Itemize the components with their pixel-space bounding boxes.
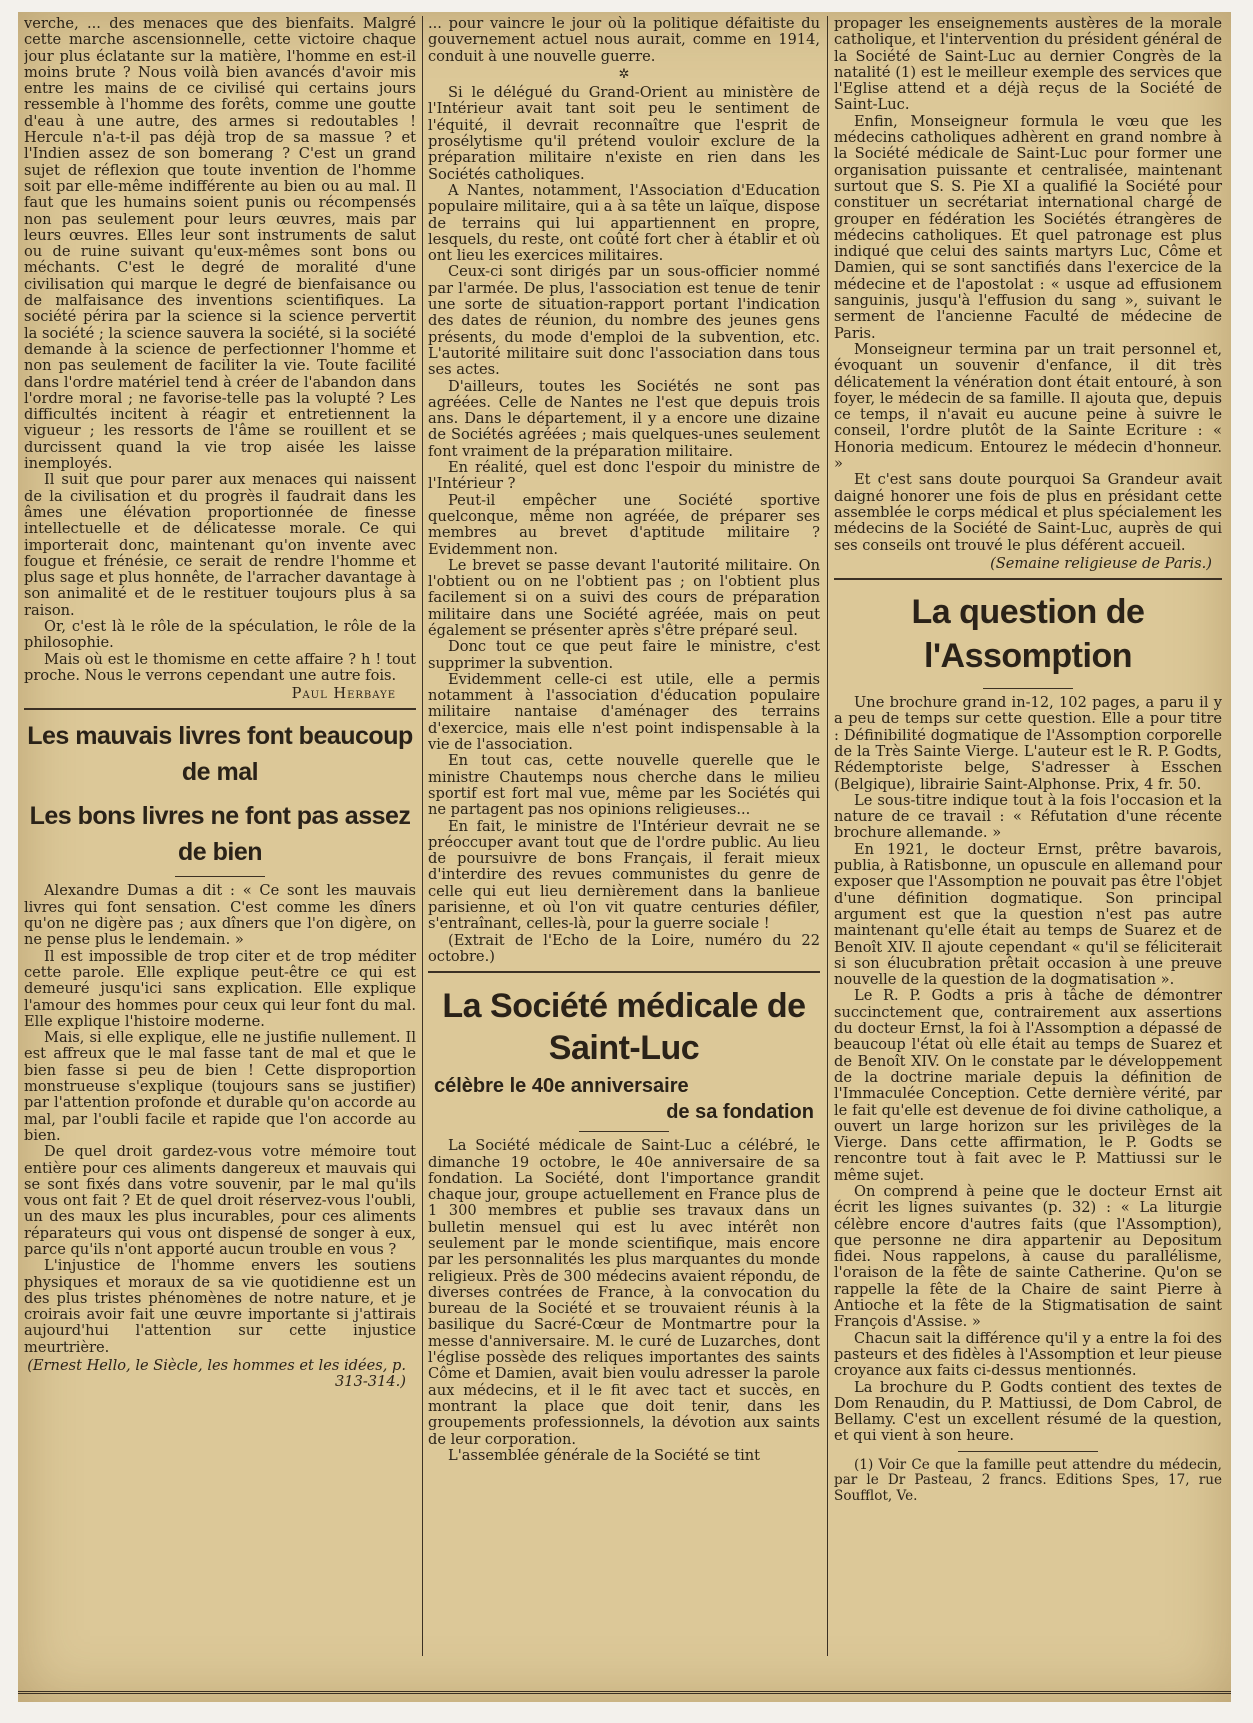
intro-paragraph: verche, ... des menaces que des bienfaits. Malgré cette marche ascensionnelle, cette victoire chaque jour plus éclatante sur la matière, l'homme en est-il moins brute ? Nous voilà bien avancés d'avoir mis entre les mains de ce civilisé qui certains jours ressemble à l'homme des forêts, comme une goutte d'eau à une autre, des armes si redoutables ! Hercule n'a-t-il pas déjà trop de sa massue ? et l'Indien assez de son bomerang ? C'est un grand sujet de réflexion que toute invention de l'homme soit par elle-même indifférente au bien ou au mal. Il faut que les humains soient punis ou récompensés non pas seulement pour leurs œuvres, mais par leurs œuvres. Elles leur sont instruments de salut ou de ruine suivant qu'eux-mêmes sont bons ou méchants. C'est le degré de moralité d'une civilisation qui marque le degré de bienfaisance ou de malfaisance des inventions scientifiques. La société périra par la science si la science pervertit la société ; la science sauvera la société, si la société demande à la science de perfectionner l'homme et non pas seulement de faciliter la vie. Toute facilité dans l'ordre matériel tend à créer de l'abandon dans l'ordre moral ; ne favorise-telle pas la volupté ? Les difficultés incitent à réagir et entretiennent la vigueur ; les ressorts de l'âme se rouillent et se durcissent quand la vie trop aisée les laisse inemployés.	[24, 16, 416, 473]
article-paragraph: Et c'est sans doute pourquoi Sa Grandeur avait daigné honorer une fois de plus en présidant cette assemblée le corps médical et plus spécialement les médecins de la Société de Saint-Luc, auprès de qui ses conseils ont trouvé le plus déférent accueil.	[834, 471, 1222, 554]
section-divider	[24, 708, 416, 710]
headline-societe-saint-luc: La Société médicale de Saint-Luc	[442, 987, 806, 1068]
article-source: (Extrait de l'Echo de la Loire, numéro du 22 octobre.)	[428, 931, 820, 965]
headline-divider	[175, 876, 265, 877]
article-paragraph: La brochure du P. Godts contient des textes de Dom Renaudin, du P. Mattiussi, de Dom Cabrol, de Bellamy. C'est un excellent résumé de la question, et qui vient à son heure.	[834, 1378, 1222, 1445]
intro-paragraph: Mais où est le thomisme en cette affaire ? h ! tout proche. Nous le verrons cependant une autre fois.	[24, 650, 416, 684]
column-2	[428, 16, 820, 1666]
article-paragraph: On comprend à peine que le docteur Ernst ait écrit les lignes suivantes (p. 32) : « La liturgie célèbre encore d'autres faits (que l'Assomption), que personne ne dira appartenir au Depositum fidei. Nous rappelons, à cause du parallélisme, l'oraison de la fête de sainte Catherine. Qu'on se rappelle la fête de la Chaire de saint Pierre à Antioche et la fête de la Stigmatisation de saint François d'Assise. »	[834, 1183, 1222, 1331]
article-paragraph: Le sous-titre indique tout à la fois l'occasion et la nature de ce travail : « Réfutation d'une récente brochure allemande. »	[834, 791, 1222, 842]
article-paragraph: L'injustice de l'homme envers les soutiens physiques et moraux de sa vie quotidienne est un des plus tristes phénomènes de notre nature, et je croirais avoir fait une œuvre importante si j'attirais aujourd'hui l'attention sur cette injustice meurtrière.	[24, 1257, 416, 1356]
headline-divider	[983, 688, 1073, 689]
article-paragraph: De quel droit gardez-vous votre mémoire tout entière pour ces aliments dangereux et mauvais qui se sont fixés dans votre souvenir, par le mal qu'ils vous ont fait ? Et de quel droit réservez-vous l'oubli, un des maux les plus incurables, pour ces aliments réparateurs qui vous ont dispensé de songer à eux, parce qu'ils n'ont apporté aucun trouble en vous ?	[24, 1143, 416, 1258]
headline-mauvais-livres-line2: Les bons livres ne font pas assez de bien	[29, 802, 411, 867]
article-paragraph: Il est impossible de trop citer et de trop méditer cette parole. Elle explique peut-être ce qui est demeuré jusqu'ici sans explication. Elle explique l'amour des hommes pour ceux qui leur font du mal. Elle explique l'histoire moderne.	[24, 947, 416, 1030]
article-paragraph: L'assemblée générale de la Société se tint	[448, 1446, 760, 1464]
ornament-star: ✲	[618, 66, 630, 82]
article-source: (Ernest Hello, le Siècle, les hommes et les idées, p. 313-314.)	[27, 1357, 406, 1391]
article-paragraph: En réalité, quel est donc l'espoir du ministre de l'Intérieur ?	[428, 459, 820, 493]
article-source: (Semaine religieuse de Paris.)	[990, 554, 1212, 572]
section-divider	[834, 578, 1222, 580]
article-paragraph: Peut-il empêcher une Société sportive quelconque, même non agréée, de préparer ses membres au brevet d'aptitude militaire ? Evidemment non.	[428, 491, 820, 558]
intro-paragraph: Il suit que pour parer aux menaces qui naissent de la civilisation et du progrès il faudrait dans les âmes une élévation proportionnée de finesse intellectuelle et de délicatesse morale. Ce qui importerait donc, maintenant qu'on invente avec fougue et frénésie, ce serait de rendre l'homme et plus sage et plus honnête, de l'arracher davantage à son animalité et de le restituer toujours plus à sa raison.	[24, 471, 416, 619]
article-paragraph: En tout cas, cette nouvelle querelle que le ministre Chautemps nous cherche dans le milieu sportif est fort mal vue, même par les Sociétés qui ne partagent pas nos opinions religieuses...	[428, 752, 820, 819]
article-paragraph: En 1921, le docteur Ernst, prêtre bavarois, publia, à Ratisbonne, un opuscule en allemand pour exposer que l'Assomption ne pouvait pas être l'objet d'une définition dogmatique. Son principal argument est que la question n'est pas autre maintenant qu'elle était au temps de Suarez et de Benoît XIV. Il ajoute cependant « qu'il se féliciterait si son élucubration prêtait occasion à une preuve nouvelle de la question de la dogmatisation ».	[834, 840, 1222, 989]
column-3	[834, 16, 1222, 1666]
article-paragraph: Monseigneur termina par un trait personnel et, évoquant un souvenir d'enfance, il dit très délicatement la vénération dont était entouré, à son foyer, le médecin de sa famille. Il ajouta que, depuis ce temps, il n'avait eu aucune peine à suivre le conseil, l'ordre plutôt de la Sainte Ecriture : « Honoria medicum. Entourez le médecin d'honneur. »	[834, 340, 1222, 473]
column-1	[24, 16, 416, 1666]
newspaper-clipping	[18, 12, 1231, 1702]
subheadline-line2: de sa fondation	[666, 1101, 814, 1124]
article-paragraph: A Nantes, notamment, l'Association d'Education populaire militaire, qui a à sa tête un laïque, dispose de terrains qui lui appartiennent en propre, lesquels, du reste, ont coûté fort cher à établir et où ont lieu les exercices militaires.	[428, 181, 820, 265]
footnote-divider	[958, 1451, 1098, 1452]
column-rule	[827, 16, 828, 1656]
column-rule	[422, 16, 423, 1656]
article-paragraph: Le brevet se passe devant l'autorité militaire. On l'obtient ou on ne l'obtient pas ; on l'obtient plus facilement si on a suivi des cours de préparation militaire dans une Société agréée, mais on peut également se présenter après s'être préparé seul.	[428, 556, 820, 639]
bottom-border-rule	[18, 1691, 1231, 1694]
article-paragraph: La Société médicale de Saint-Luc a célébré, le dimanche 19 octobre, le 40e anniversaire de sa fondation. La Société, dont l'importance grandit chaque jour, groupe actuellement en France plus de 1 300 membres et publie ses travaux dans un bulletin mensuel qui est lu avec intérêt non seulement par le monde scientifique, mais encore par les personnalités les plus marquantes du monde religieux. Près de 300 médecins avaient répondu, de diverses contrées de France, à la convocation du bureau de la Société et se trouvaient réunis à la basilique du Sacré-Cœur de Montmartre pour la messe d'anniversaire. M. le curé de Luzarches, dont l'église possède des reliques importantes des saints Côme et Damien, avait bien voulu adresser la parole aux médecins, et il le fit avec tact et succès, en montrant la place que doit tenir, dans les groupements professionnels, la dévotion aux saints de leur corporation.	[428, 1137, 820, 1448]
article-paragraph: Ceux-ci sont dirigés par un sous-officier nommé par l'armée. De plus, l'association est tenue de tenir une sorte de situation-rapport portant l'indication des dates de réunion, du nombre des jeunes gens présents, du mode d'emploi de la subvention, etc. L'autorité militaire suit donc l'association dans tous ses actes.	[428, 263, 820, 379]
article-paragraph: Alexandre Dumas a dit : « Ce sont les mauvais livres qui font sensation. C'est comme les dîners qu'on ne digère pas ; aux dîners que l'on digère, on ne pense plus le lendemain. »	[24, 882, 416, 949]
article-paragraph: Le R. P. Godts a pris à tâche de démontrer succinctement que, contrairement aux assertions du docteur Ernst, la foi à l'Assomption a dépassé de beaucoup l'état où elle était au temps de Suarez et de Benoît XIV. On le constate par le développement de la doctrine mariale depuis la définition de l'Immaculée Conception. Cette dernière vérité, par le fait qu'elle est devenue de foi divine catholique, a ouvert un large horizon sur les privilèges de la Vierge. Dans cette affirmation, le P. Godts se rencontre tout à fait avec le P. Mattiussi sur le même sujet.	[834, 987, 1222, 1184]
article-paragraph: En fait, le ministre de l'Intérieur devrait ne se préoccuper avant tout que de l'ordre public. Au lieu de poursuivre de bons Français, il ferait mieux d'interdire des revues communistes du genre de celle qui eut lieu dernièrement dans la banlieue parisienne, et où l'on vit quatre centuries défiler, s'entraînant, celles-là, pour la guerre sociale !	[428, 817, 820, 933]
headline-question-assomption: La question de l'Assomption	[911, 593, 1145, 676]
intro-paragraph: Or, c'est là le rôle de la spéculation, le rôle de la philosophie.	[24, 617, 416, 652]
footnote: (1) Voir Ce que la famille peut attendre du médecin, par le Dr Pasteau, 2 francs. Editions Spes, 17, rue Soufflot, Ve.	[834, 1456, 1222, 1504]
headline-divider	[579, 1131, 669, 1132]
continued-paragraph: ... pour vaincre le jour où la politique défaitiste du gouvernement actuel nous aurait, comme en 1914, conduit à une nouvelle guerre.	[428, 16, 820, 65]
section-divider	[428, 971, 820, 973]
headline-mauvais-livres-line1: Les mauvais livres font beaucoup de mal	[27, 722, 413, 787]
article-paragraph: Chacun sait la différence qu'il y a entre la foi des pasteurs et des fidèles à l'Assomption et leur pieuse croyance aux faits ci-dessus mentionnés.	[834, 1329, 1222, 1380]
article-paragraph: Une brochure grand in-12, 102 pages, a paru il y a peu de temps sur cette question. Elle a pour titre : Définibilité dogmatique de l'Assomption corporelle de la Très Sainte Vierge. L'auteur est le R. P. Godts, Rédemptoriste belge, S'adresser à Esschen (Belgique), librairie Saint-Alphonse. Prix, 4 fr. 50.	[834, 694, 1222, 793]
subheadline-line1: célèbre le 40e anniversaire	[434, 1075, 689, 1098]
article-paragraph: Si le délégué du Grand-Orient au ministère de l'Intérieur avait tant soit peu le sentiment de l'équité, il devrait reconnaître que l'esprit de prosélytisme qu'il prétend vouloir exclure de la préparation militaire n'existe en rien dans les Sociétés catholiques.	[428, 84, 820, 183]
continued-paragraph: propager les enseignements austères de la morale catholique, et l'intervention du président général de la Société de Saint-Luc au dernier Congrès de la natalité (1) est le meilleur exemple des services que l'Eglise attend et a déjà reçus de la Société de Saint-Luc.	[834, 16, 1222, 114]
article-paragraph: Enfin, Monseigneur formula le vœu que les médecins catholiques adhèrent en grand nombre à la Société médicale de Saint-Luc pour former une organisation puissante et centralisée, maintenant surtout que S. S. Pie XI a qualifié la Société pour constituer un secrétariat international chargé de grouper en fédération les Sociétés étrangères de médecins catholiques. Et quel patronage est plus indiqué que celui des saints martyrs Luc, Côme et Damien, qui se sont sanctifiés dans l'exercice de la médecine et de l'apostolat : « usque ad effusionem sanguinis, jusqu'à l'effusion du sang », suivant le serment de l'ancienne Faculté de médecine de Paris.	[834, 112, 1222, 342]
article-paragraph: Evidemment celle-ci est utile, elle a permis notamment à l'association d'éducation populaire militaire nantaise d'aménager des terrains d'exercice, mais elle n'est point indispensable à la vie de l'association.	[428, 670, 820, 754]
article-paragraph: Mais, si elle explique, elle ne justifie nullement. Il est affreux que le mal fasse tant de mal et que le bien fasse si peu de bien ! Cette disproportion monstrueuse s'explique (toujours sans se justifier) par l'attention profonde et durable qu'on accorde au mal, par l'oubli facile et rapide que l'on accorde au bien.	[24, 1029, 416, 1144]
article-paragraph: Donc tout ce que peut faire le ministre, c'est supprimer la subvention.	[428, 638, 820, 672]
author-signature: Paul Herbaye	[291, 685, 396, 703]
article-paragraph: D'ailleurs, toutes les Sociétés ne sont pas agréées. Celle de Nantes ne l'est que depuis trois ans. Dans le département, il y a encore une dizaine de Sociétés agréées ; mais quelques-unes seulement font vraiment de la préparation militaire.	[428, 377, 820, 460]
